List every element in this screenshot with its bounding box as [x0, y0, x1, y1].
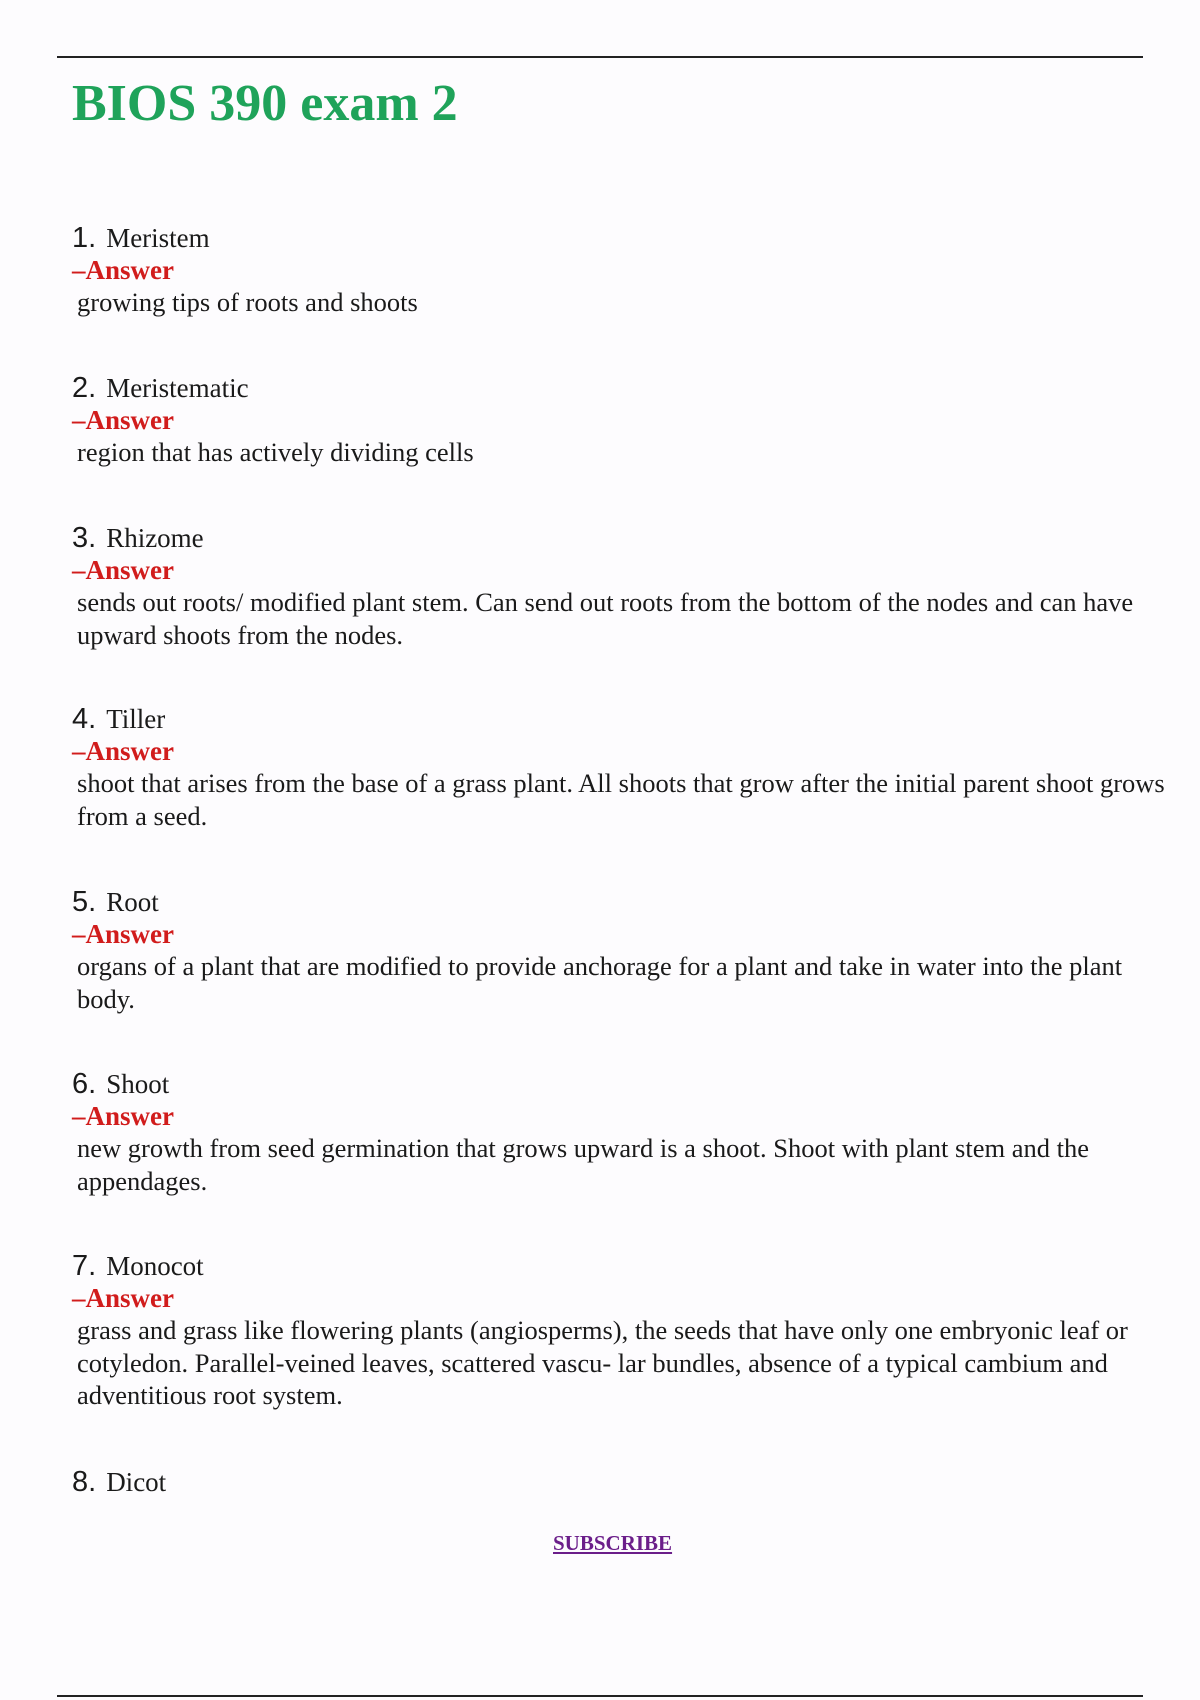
question-term: Monocot: [106, 1251, 204, 1281]
question-term: Tiller: [106, 704, 166, 734]
answer-label: –Answer: [72, 736, 174, 766]
question-term: Shoot: [106, 1069, 170, 1099]
answer-text: organs of a plant that are modified to provide anchorage for a plant and take in water into the plant body.: [77, 951, 1123, 1014]
answer-text: region that has actively dividing cells: [77, 437, 474, 467]
bottom-rule: [57, 1695, 1143, 1697]
question-number: 8.: [72, 1466, 97, 1498]
question-item-5: [72, 886, 1172, 1015]
answer-label: –Answer: [72, 405, 174, 435]
question-item-6: [72, 1068, 1172, 1197]
question-number: 2.: [72, 372, 97, 404]
subscribe-link[interactable]: SUBSCRIBE: [553, 1531, 673, 1555]
question-term: Meristematic: [106, 373, 249, 403]
answer-text: sends out roots/ modified plant stem. Can send out roots from the bottom of the nodes and can have upward shoots from the nodes.: [77, 587, 1134, 650]
question-term: Root: [106, 887, 159, 917]
answer-label: –Answer: [72, 555, 174, 585]
question-number: 6.: [72, 1068, 97, 1100]
answer-text: new growth from seed germination that grows upward is a shoot. Shoot with plant stem and the appendages.: [77, 1133, 1089, 1196]
question-item-2: [72, 372, 1172, 469]
question-number: 5.: [72, 886, 97, 918]
answer-label: –Answer: [72, 255, 174, 285]
question-item-7: [72, 1250, 1172, 1412]
question-item-8: [72, 1466, 1172, 1498]
answer-label: –Answer: [72, 1283, 174, 1313]
question-number: 3.: [72, 522, 97, 554]
question-number: 7.: [72, 1250, 97, 1282]
page-title: BIOS 390 exam 2: [72, 75, 458, 132]
question-item-4: [72, 703, 1172, 832]
top-rule: [57, 56, 1143, 58]
answer-text: grass and grass like flowering plants (angiosperms), the seeds that have only one embryonic leaf or cotyledon. Parallel-veined leaves, scattered vascu- lar bundles, absence of a typical cambium and adventitious root system.: [77, 1315, 1128, 1410]
question-term: Meristem: [106, 223, 210, 253]
answer-text: growing tips of roots and shoots: [77, 287, 418, 317]
question-number: 1.: [72, 222, 97, 254]
answer-label: –Answer: [72, 1101, 174, 1131]
question-term: Rhizome: [106, 523, 204, 553]
answer-label: –Answer: [72, 919, 174, 949]
question-number: 4.: [72, 703, 97, 735]
question-item-1: [72, 222, 1172, 319]
question-term: Dicot: [106, 1467, 167, 1497]
answer-text: shoot that arises from the base of a grass plant. All shoots that grow after the initial parent shoot grows from a seed.: [77, 768, 1165, 831]
question-item-3: [72, 522, 1172, 651]
